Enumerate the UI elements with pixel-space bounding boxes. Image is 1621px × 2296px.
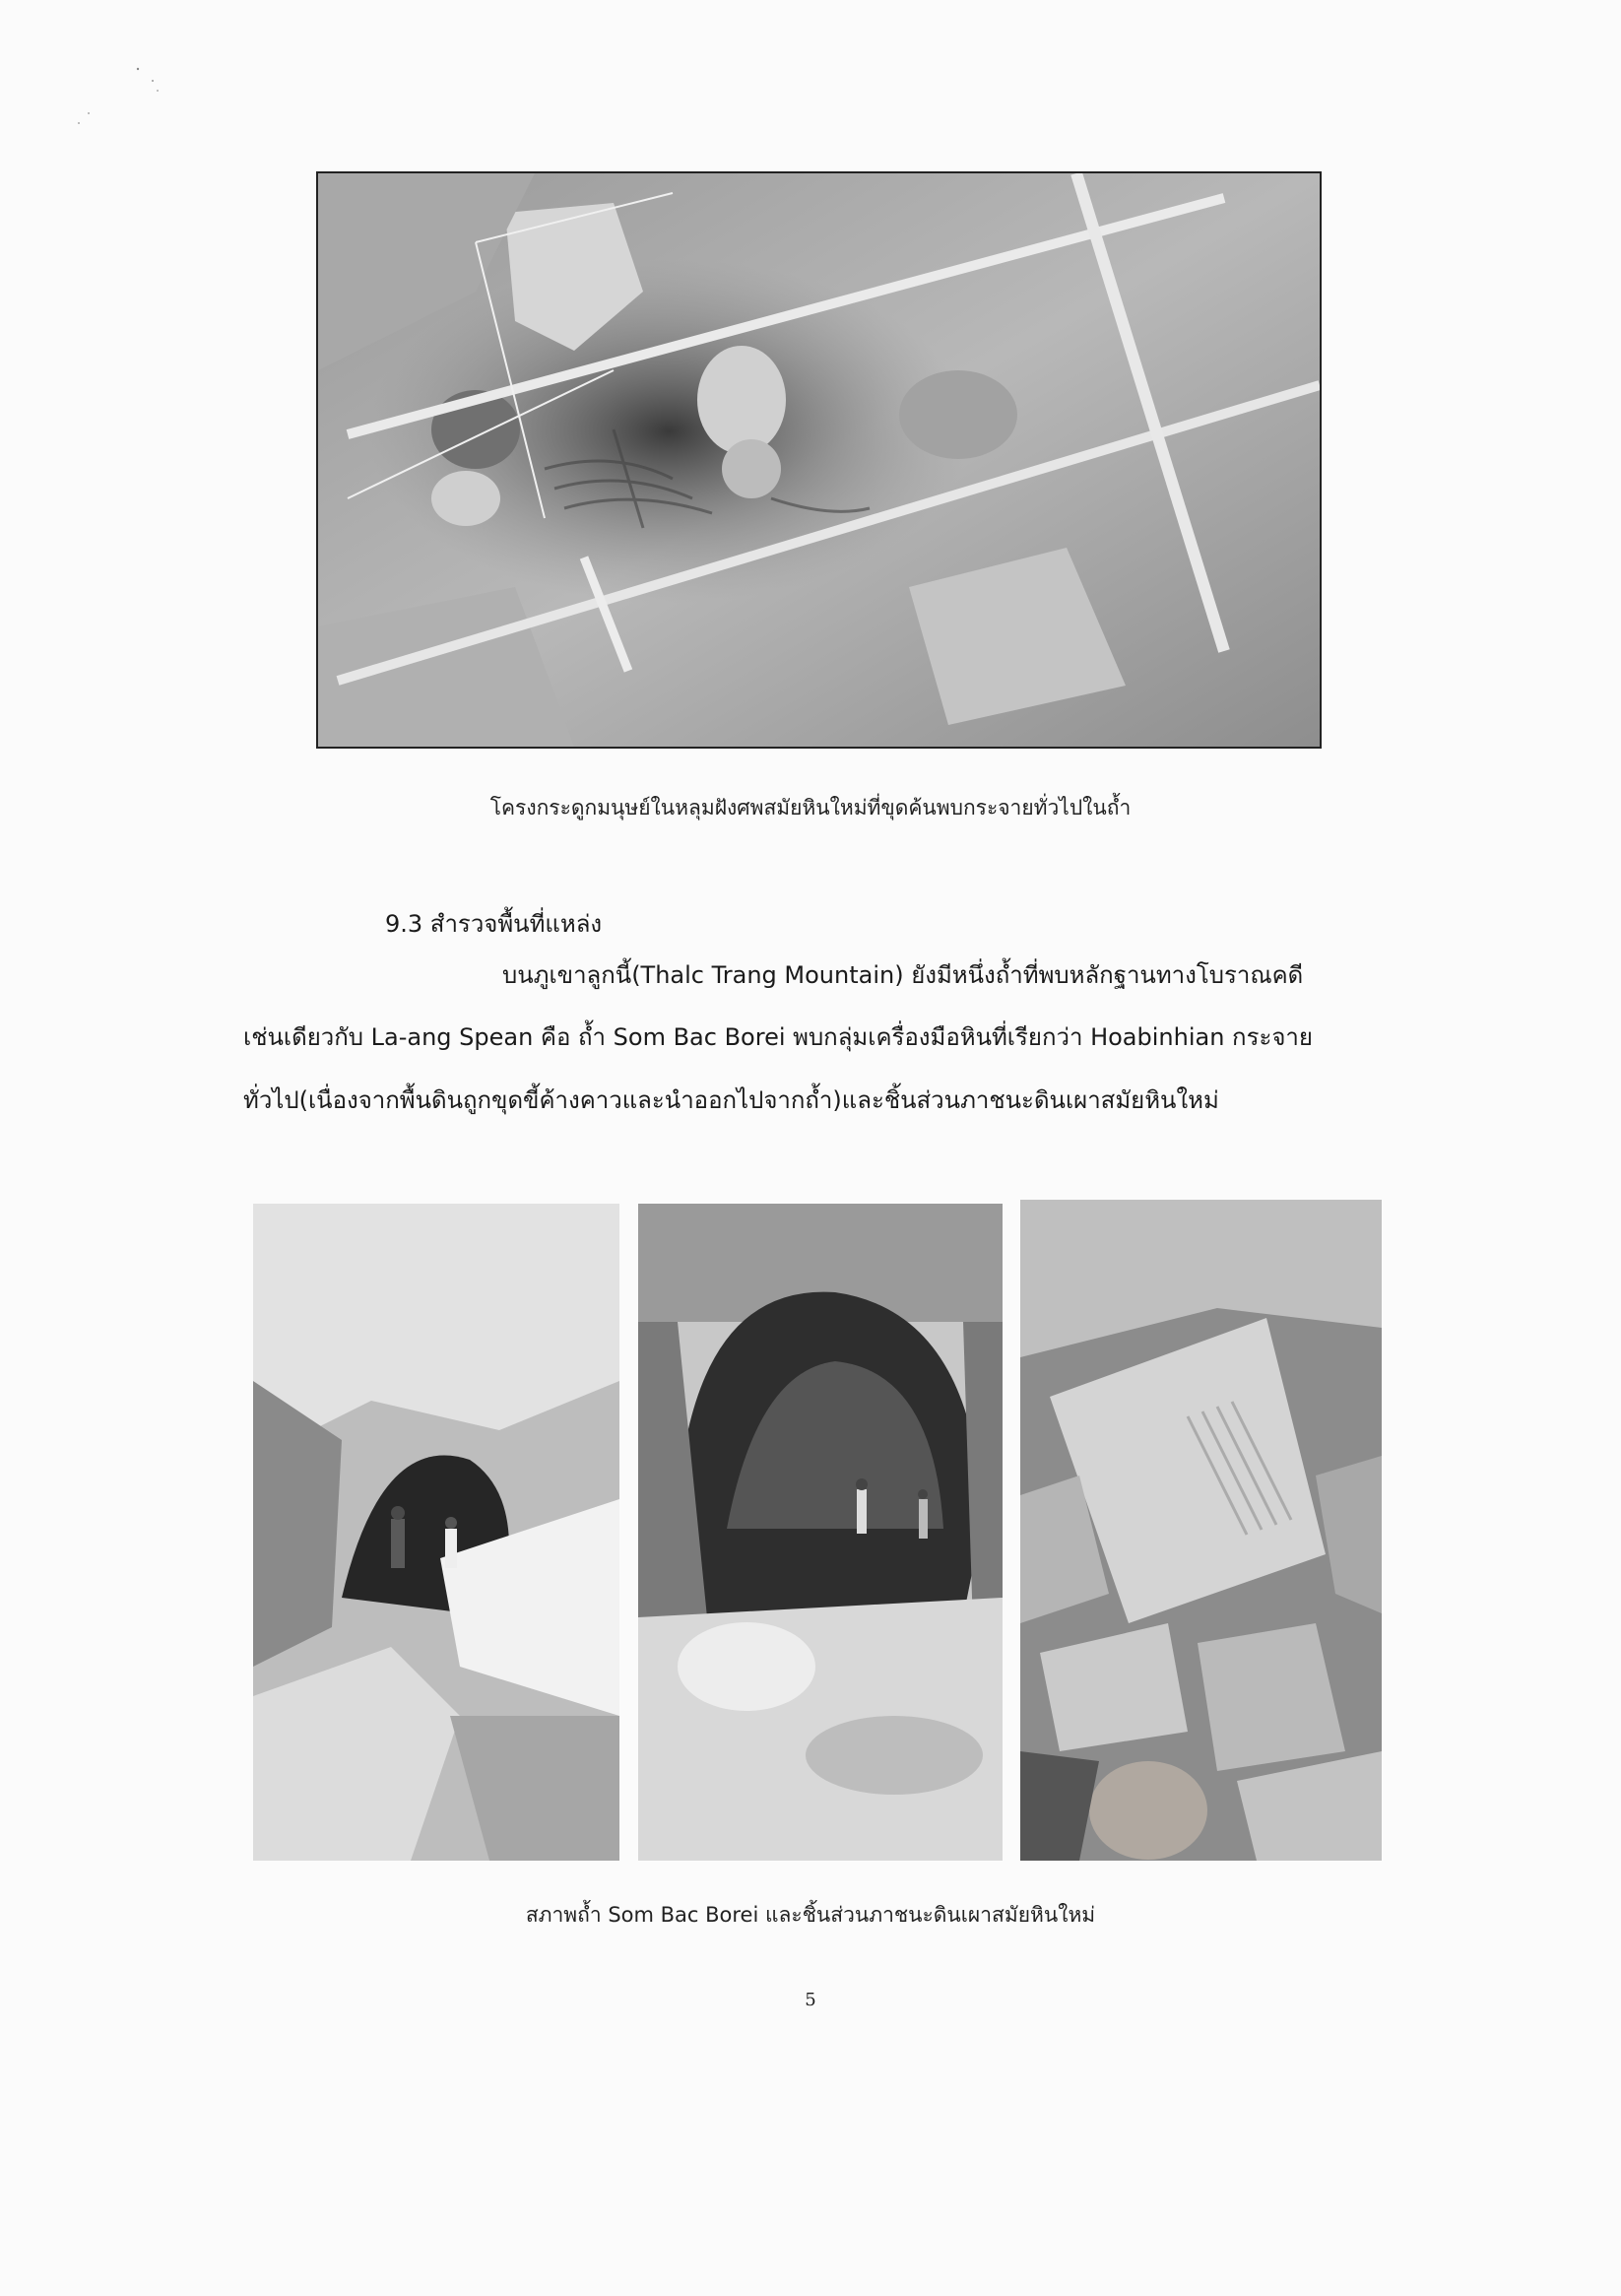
- cave-photos-caption: สภาพถ้ำ Som Bac Borei และชิ้นส่วนภาชนะดินเผาสมัยหินใหม่: [525, 1903, 1096, 1927]
- section-heading: 9.3 สำรวจพื้นที่แหล่ง: [385, 910, 603, 938]
- paragraph-line-2: เช่นเดียวกับ La-ang Spean คือ ถ้ำ Som Bac Borei พบกลุ่มเครื่องมือหินที่เรียกว่า Hoabinhian กระจาย: [243, 1023, 1313, 1051]
- skeleton-burial-photo: [316, 171, 1322, 749]
- paragraph-line-3: ทั่วไป(เนื่องจากพื้นดินถูกขุดขี้ค้างคาวและนำออกไปจากถ้ำ)และชิ้นส่วนภาชนะดินเผาสมัยหินใหม่: [243, 1086, 1219, 1114]
- cave-interior-photo: [638, 1204, 1003, 1861]
- skeleton-photo-caption: โครงกระดูกมนุษย์ในหลุมฝังศพสมัยหินใหม่ที่ขุดค้นพบกระจายทั่วไปในถ้ำ: [489, 796, 1132, 820]
- pottery-sherds-photo: [1020, 1200, 1382, 1861]
- page-number: 5: [805, 1990, 816, 2010]
- cave-entrance-photo: [253, 1204, 619, 1861]
- scan-specks: [59, 59, 177, 138]
- paragraph-line-1: บนภูเขาลูกนี้(Thalc Trang Mountain) ยังมีหนึ่งถ้ำที่พบหลักฐานทางโบราณคดี: [502, 961, 1304, 989]
